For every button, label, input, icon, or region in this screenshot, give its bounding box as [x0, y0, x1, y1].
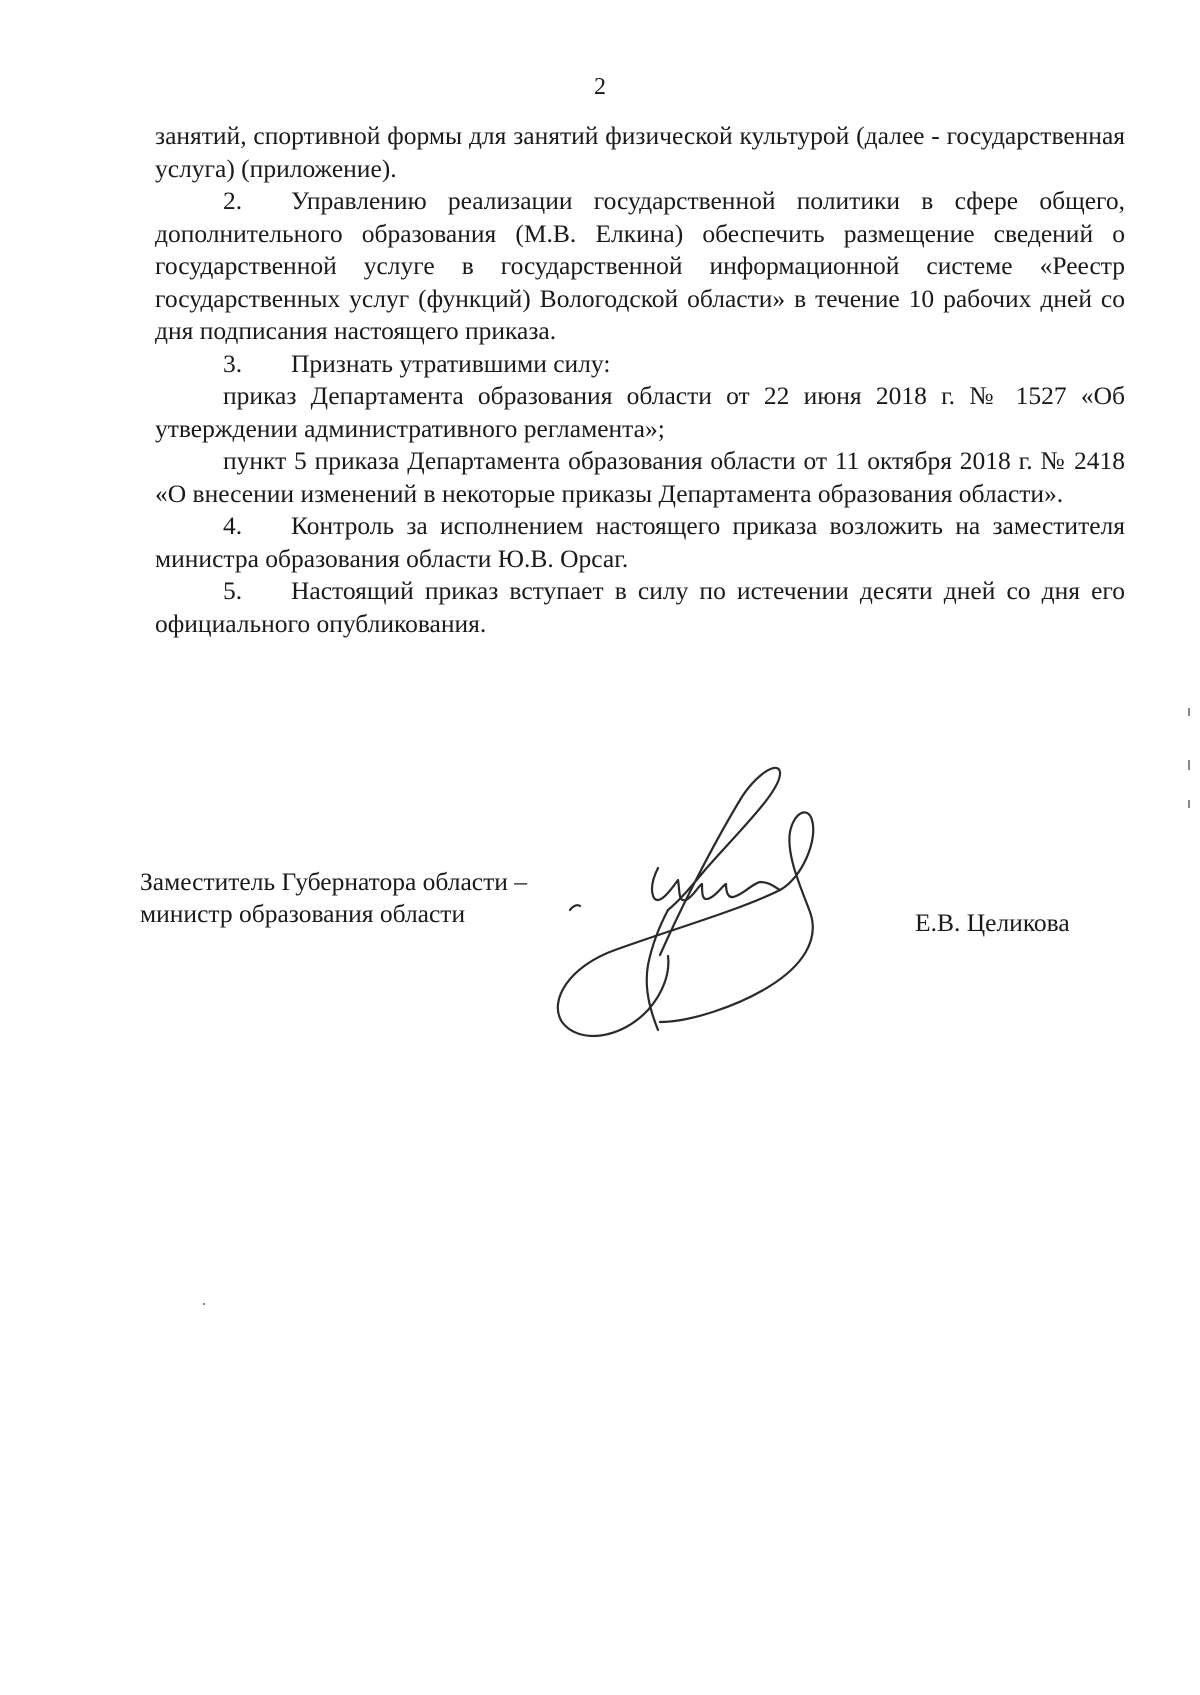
paragraph-item-3 — [155, 348, 1125, 381]
paragraph-text: Признать утратившими силу: — [291, 348, 611, 378]
paragraph-item-2 — [155, 185, 1125, 348]
paragraph-text: приказ Департамента образования области от 22 июня 2018 г. № 1527 «Об утверждении административного регламента»; — [155, 381, 1125, 443]
paragraph-item-4 — [155, 510, 1125, 575]
item-number: 2. — [223, 186, 243, 215]
scan-speck — [1188, 800, 1190, 808]
paragraph-item-5 — [155, 575, 1125, 640]
signatory-position-line: Заместитель Губернатора области – — [140, 867, 528, 896]
signatory-name: Е.В. Целикова — [915, 908, 1070, 937]
scan-speck — [1188, 708, 1190, 716]
paragraph-text: Контроль за исполнением настоящего приказа возложить на заместителя министра образования области Ю.В. Орсаг. — [155, 511, 1125, 573]
paragraph-subitem-2 — [155, 445, 1125, 510]
page-number: 2 — [594, 74, 606, 100]
paragraph-continuation — [155, 120, 1125, 185]
signatory-position-line: министр образования области — [140, 899, 466, 928]
paragraph-text: пункт 5 приказа Департамента образования области от 11 октября 2018 г. № 2418 «О внесении изменений в некоторые приказы Департамента образования области». — [155, 446, 1125, 508]
item-number: 5. — [223, 576, 243, 605]
paragraph-text: занятий, спортивной формы для занятий физической культурой (далее - государственная услуга) (приложение). — [155, 121, 1125, 183]
item-number: 3. — [223, 348, 243, 378]
paragraph-text: Настоящий приказ вступает в силу по истечении десяти дней со дня его официального опубликования. — [155, 576, 1125, 638]
paragraph-subitem-1 — [155, 380, 1125, 445]
signatory-position — [140, 866, 527, 930]
scan-speck — [1188, 760, 1190, 770]
handwritten-signature — [540, 760, 900, 1060]
scan-speck — [203, 1303, 205, 1305]
document-body — [155, 120, 1125, 640]
item-number: 4. — [223, 511, 243, 540]
paragraph-text: Управлению реализации государственной политики в сфере общего, дополнительного образования (М.В. Елкина) обеспечить размещение сведений о государственной услуге в государственной информационной системе «Реестр государственных услуг (функций) Вологодской области» в течение 10 рабочих дней со дня подписания настоящего приказа. — [155, 186, 1125, 345]
